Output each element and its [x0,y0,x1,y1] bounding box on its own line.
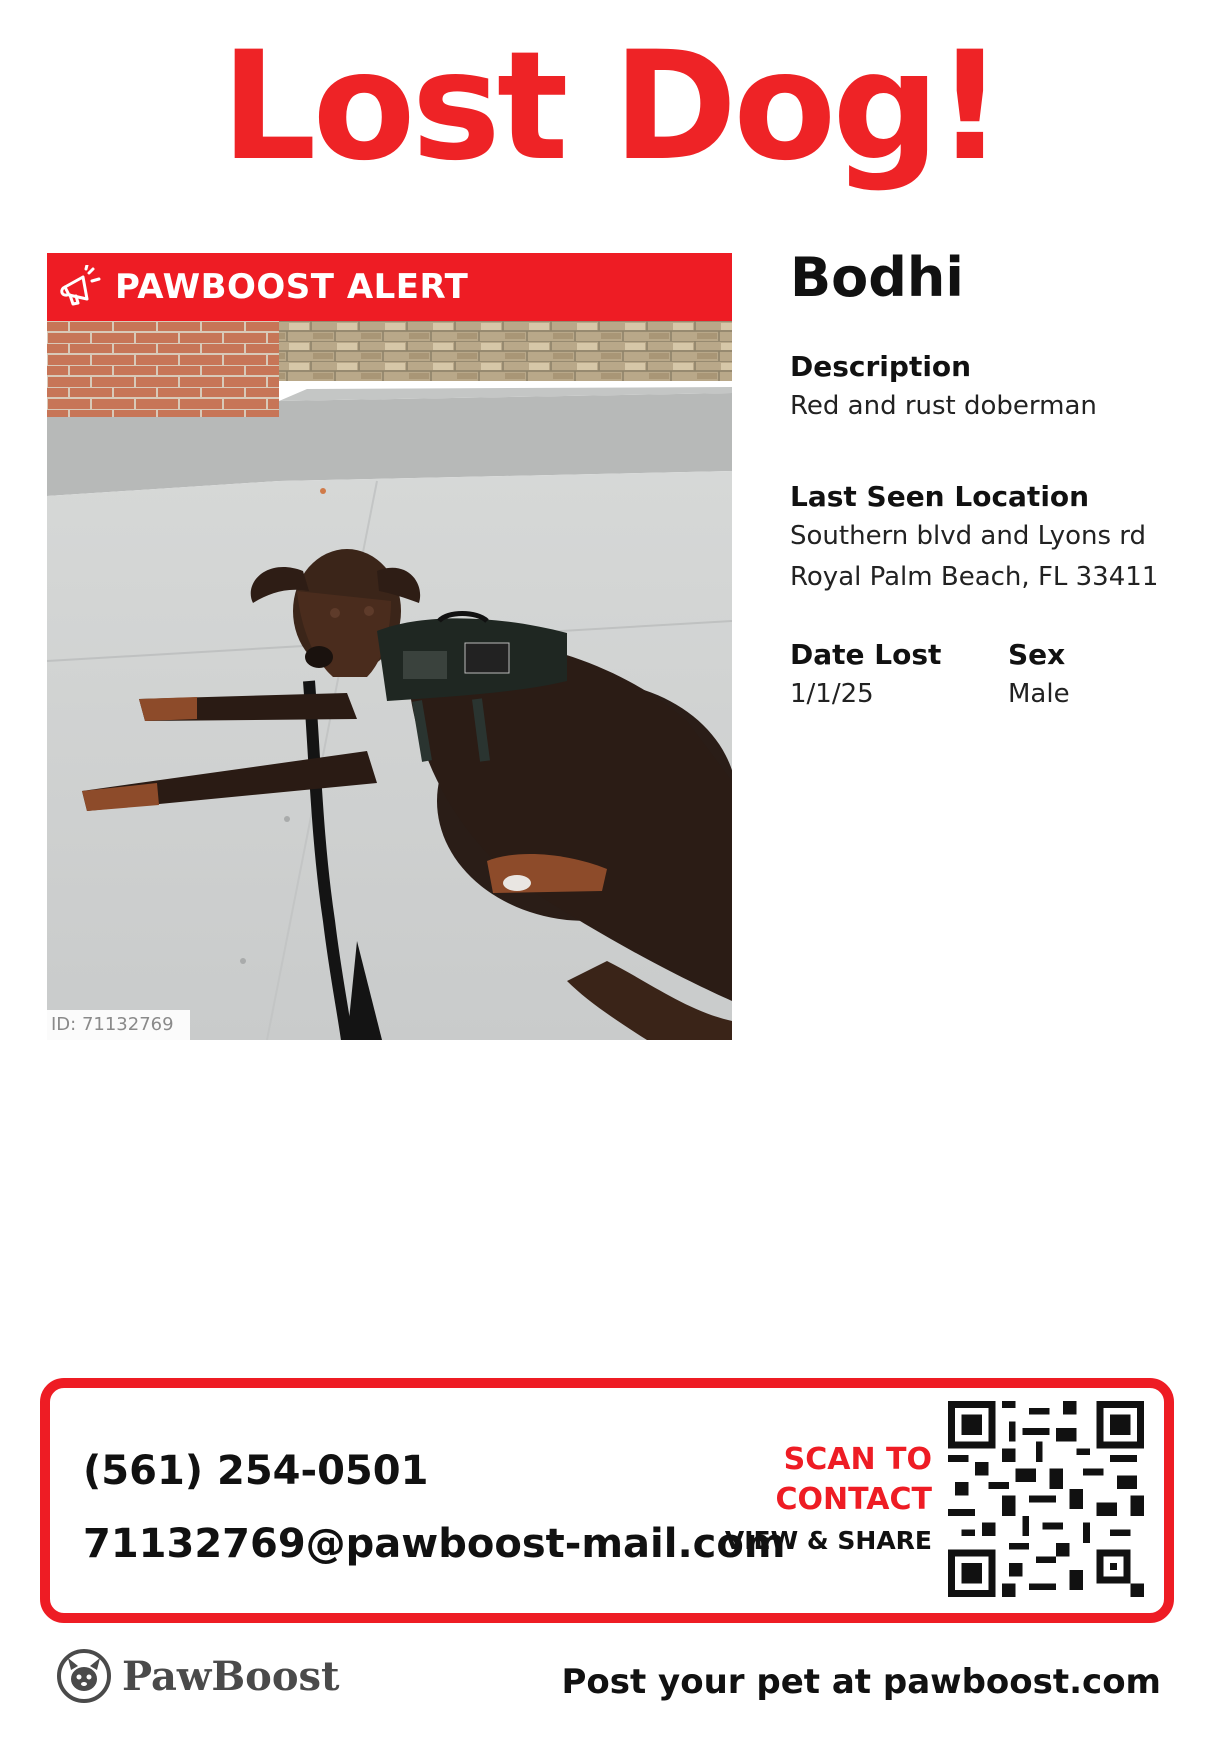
logo-text: PawBoost [122,1652,340,1700]
contact-phone[interactable]: (561) 254-0501 [83,1448,429,1494]
alert-label: PAWBOOST ALERT [115,267,469,307]
dog-logo-icon [56,1648,112,1704]
footer-tagline: Post your pet at pawboost.com [561,1662,1161,1702]
pet-info-panel [790,244,1190,709]
location-block [790,478,1158,598]
alert-banner [47,253,732,321]
pet-photo [47,321,732,1040]
alert-card [47,253,732,1040]
qr-code[interactable] [948,1401,1144,1597]
scan-line-1: SCAN TO [783,1442,932,1477]
contact-email[interactable]: 71132769@pawboost-mail.com [83,1521,786,1567]
location-line-1: Southern blvd and Lyons rd [790,521,1147,551]
sex-block [1008,636,1070,715]
date-lost-label: Date Lost [790,638,942,671]
location-line-2: Royal Palm Beach, FL 33411 [790,562,1159,592]
megaphone-icon [57,265,105,309]
scan-to-contact [725,1440,932,1558]
pawboost-logo[interactable] [56,1648,340,1704]
date-lost-value: 1/1/25 [790,679,874,709]
contact-box [40,1378,1174,1623]
description-value: Red and rust doberman [790,391,1097,421]
description-block [790,348,1097,427]
view-share-label: VIEW & SHARE [724,1526,932,1555]
sex-value: Male [1008,679,1070,709]
location-label: Last Seen Location [790,480,1090,513]
scan-line-2: CONTACT [775,1482,932,1517]
sex-label: Sex [1008,638,1066,671]
photo-id-label: ID: 71132769 [47,1010,190,1040]
description-label: Description [790,350,972,383]
date-lost-block [790,636,941,715]
page-headline: Lost Dog! [220,20,1001,194]
pet-name: Bodhi [790,246,964,309]
